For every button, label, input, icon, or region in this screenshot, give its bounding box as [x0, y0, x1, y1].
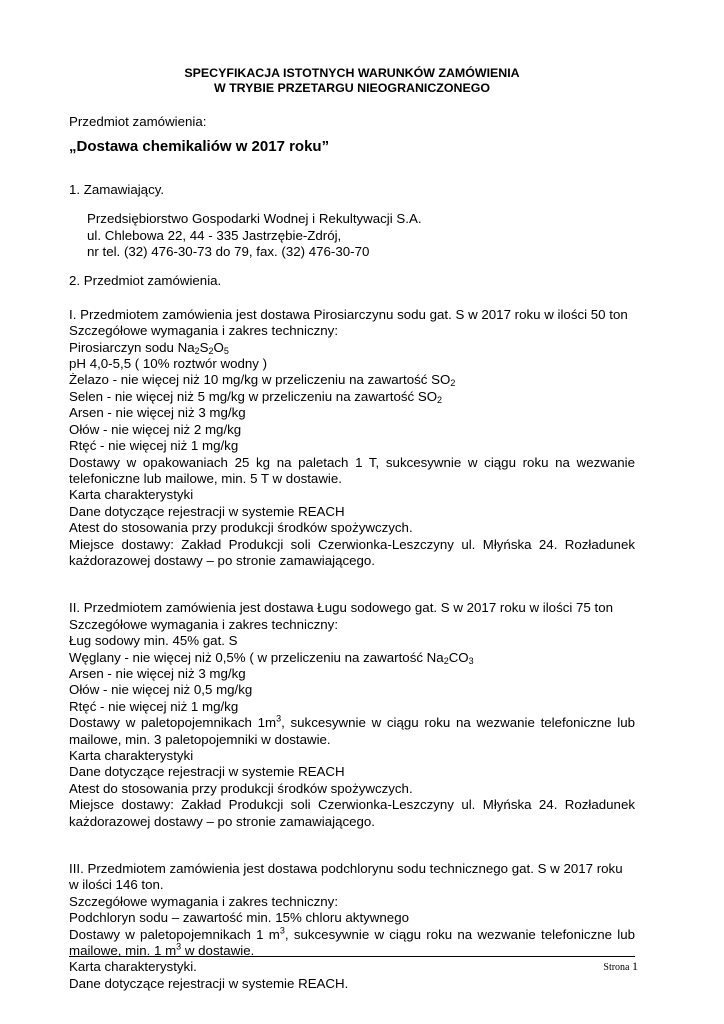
footer-divider [69, 956, 635, 957]
part-1-ph: pH 4,0-5,5 ( 10% roztwór wodny ) [69, 356, 268, 372]
document-title-line-1: SPECYFIKACJA ISTOTNYCH WARUNKÓW ZAMÓWIENIA [184, 66, 520, 80]
part-1-intro: I. Przedmiotem zamówienia jest dostawa Pirosiarczynu sodu gat. S w 2017 roku w ilości 50 ton [69, 306, 628, 322]
part-1-iron: Żelazo - nie więcej niż 10 mg/kg w przeliczeniu na zawartość $SO_2$ [69, 372, 456, 389]
part-1-mercury: Rtęć - nie więcej niż 1 mg/kg [69, 438, 239, 454]
part-1-pirosiarczyn [69, 307, 635, 570]
part-2-delivery: Dostawy w paletopojemnikach $1m^3$, sukcesywnie w ciągu roku na wezwanie telefoniczne lub mailowe, min. 3 paletopojemniki w dostawie. [69, 713, 635, 747]
page-label: Strona [603, 962, 630, 973]
part-2-product: Ług sodowy min. 45% gat. S [69, 633, 238, 649]
part-1-lead: Ołów - nie więcej niż 2 mg/kg [69, 421, 242, 437]
part-3-product: Podchloryn sodu – zawartość min. 15% chloru aktywnego [69, 910, 409, 926]
section-2-heading: 2. Przedmiot zamówienia. [69, 273, 222, 289]
part-2-lead: Ołów - nie więcej niż 0,5 mg/kg [69, 682, 253, 698]
part-1-reach: Dane dotyczące rejestracji w systemie REACH [69, 503, 345, 519]
part-3-delivery: Dostawy w paletopojemnikach 1 $m^3$, sukcesywnie w ciągu roku na wezwanie telefoniczne lub mailowe, min. 1 $m^3$ w dostawie. [69, 925, 635, 959]
part-3-podchloryn [69, 861, 635, 992]
part-2-delivery-place: Miejsce dostawy: Zakład Produkcji soli Czerwionka-Leszczyny ul. Młyńska 24. Rozładunek każdorazowej dostawy – po stronie zamawiającego. [69, 797, 635, 829]
part-1-delivery-place: Miejsce dostawy: Zakład Produkcji soli Czerwionka-Leszczyny ul. Młyńska 24. Rozładunek każdorazowej dostawy – po stronie zamawiającego. [69, 536, 635, 568]
part-1-safety-card: Karta charakterystyki [69, 487, 194, 503]
part-2-mercury: Rtęć - nie więcej niż 1 mg/kg [69, 698, 239, 714]
document-title-line-2: W TRYBIE PRZETARGU NIEOGRANICZONEGO [213, 81, 491, 95]
part-2-carbonates: Węglany - nie więcej niż 0,5% ( w przeliczeniu na zawartość $Na_2CO_3$ [69, 649, 474, 666]
section-1-heading: 1. Zamawiający. [69, 181, 165, 197]
part-2-intro: II. Przedmiotem zamówienia jest dostawa Ługu sodowego gat. S w 2017 roku w ilości 75 ton [69, 600, 613, 616]
page-number: 1 [632, 959, 638, 973]
part-3-intro: III. Przedmiotem zamówienia jest dostawa podchlorynu sodu technicznego gat. S w 2017 roku w ilości 146 ton. [69, 861, 623, 893]
part-3-reach: Dane dotyczące rejestracji w systemie REACH. [69, 975, 349, 991]
contracting-authority-address [87, 211, 635, 260]
part-1-certificate: Atest do stosowania przy produkcji środków spożywczych. [69, 520, 413, 536]
part-3-requirements-heading: Szczegółowe wymagania i zakres techniczny: [69, 893, 339, 909]
part-2-safety-card: Karta charakterystyki [69, 748, 194, 763]
street-address: ul. Chlebowa 22, 44 - 335 Jastrzębie-Zdrój, [87, 227, 342, 243]
part-2-certificate: Atest do stosowania przy produkcji środków spożywczych. [69, 780, 413, 796]
part-1-delivery: Dostawy w opakowaniach 25 kg na paletach 1 T, sukcesywnie w ciągu roku na wezwanie telefoniczne lub mailowe, min. 5 T w dostawie. [69, 454, 635, 486]
part-2-lug-sodowy [69, 600, 635, 830]
phone-fax: nr tel. (32) 476-30-73 do 79, fax. (32) 476-30-70 [87, 244, 370, 260]
part-2-reach: Dane dotyczące rejestracji w systemie REACH [69, 764, 345, 780]
part-1-product: Pirosiarczyn sodu $Na_2S_2O_5$ [69, 339, 229, 356]
part-1-selenium: Selen - nie więcej niż 5 mg/kg w przeliczeniu na zawartość $SO_2$ [69, 388, 443, 405]
subject-title: „Dostawa chemikaliów w 2017 roku” [69, 138, 330, 156]
page-footer [603, 959, 638, 974]
document-body [69, 66, 635, 992]
subject-label: Przedmiot zamówienia: [69, 114, 207, 129]
part-1-arsenic: Arsen - nie więcej niż 3 mg/kg [69, 405, 246, 421]
part-2-arsenic: Arsen - nie więcej niż 3 mg/kg [69, 665, 246, 681]
company-name: Przedsiębiorstwo Gospodarki Wodnej i Rekultywacji S.A. [87, 211, 422, 227]
part-3-safety-card: Karta charakterystyki. [69, 959, 197, 975]
part-1-requirements-heading: Szczegółowe wymagania i zakres techniczny: [69, 323, 339, 339]
part-2-requirements-heading: Szczegółowe wymagania i zakres techniczny: [69, 616, 339, 632]
